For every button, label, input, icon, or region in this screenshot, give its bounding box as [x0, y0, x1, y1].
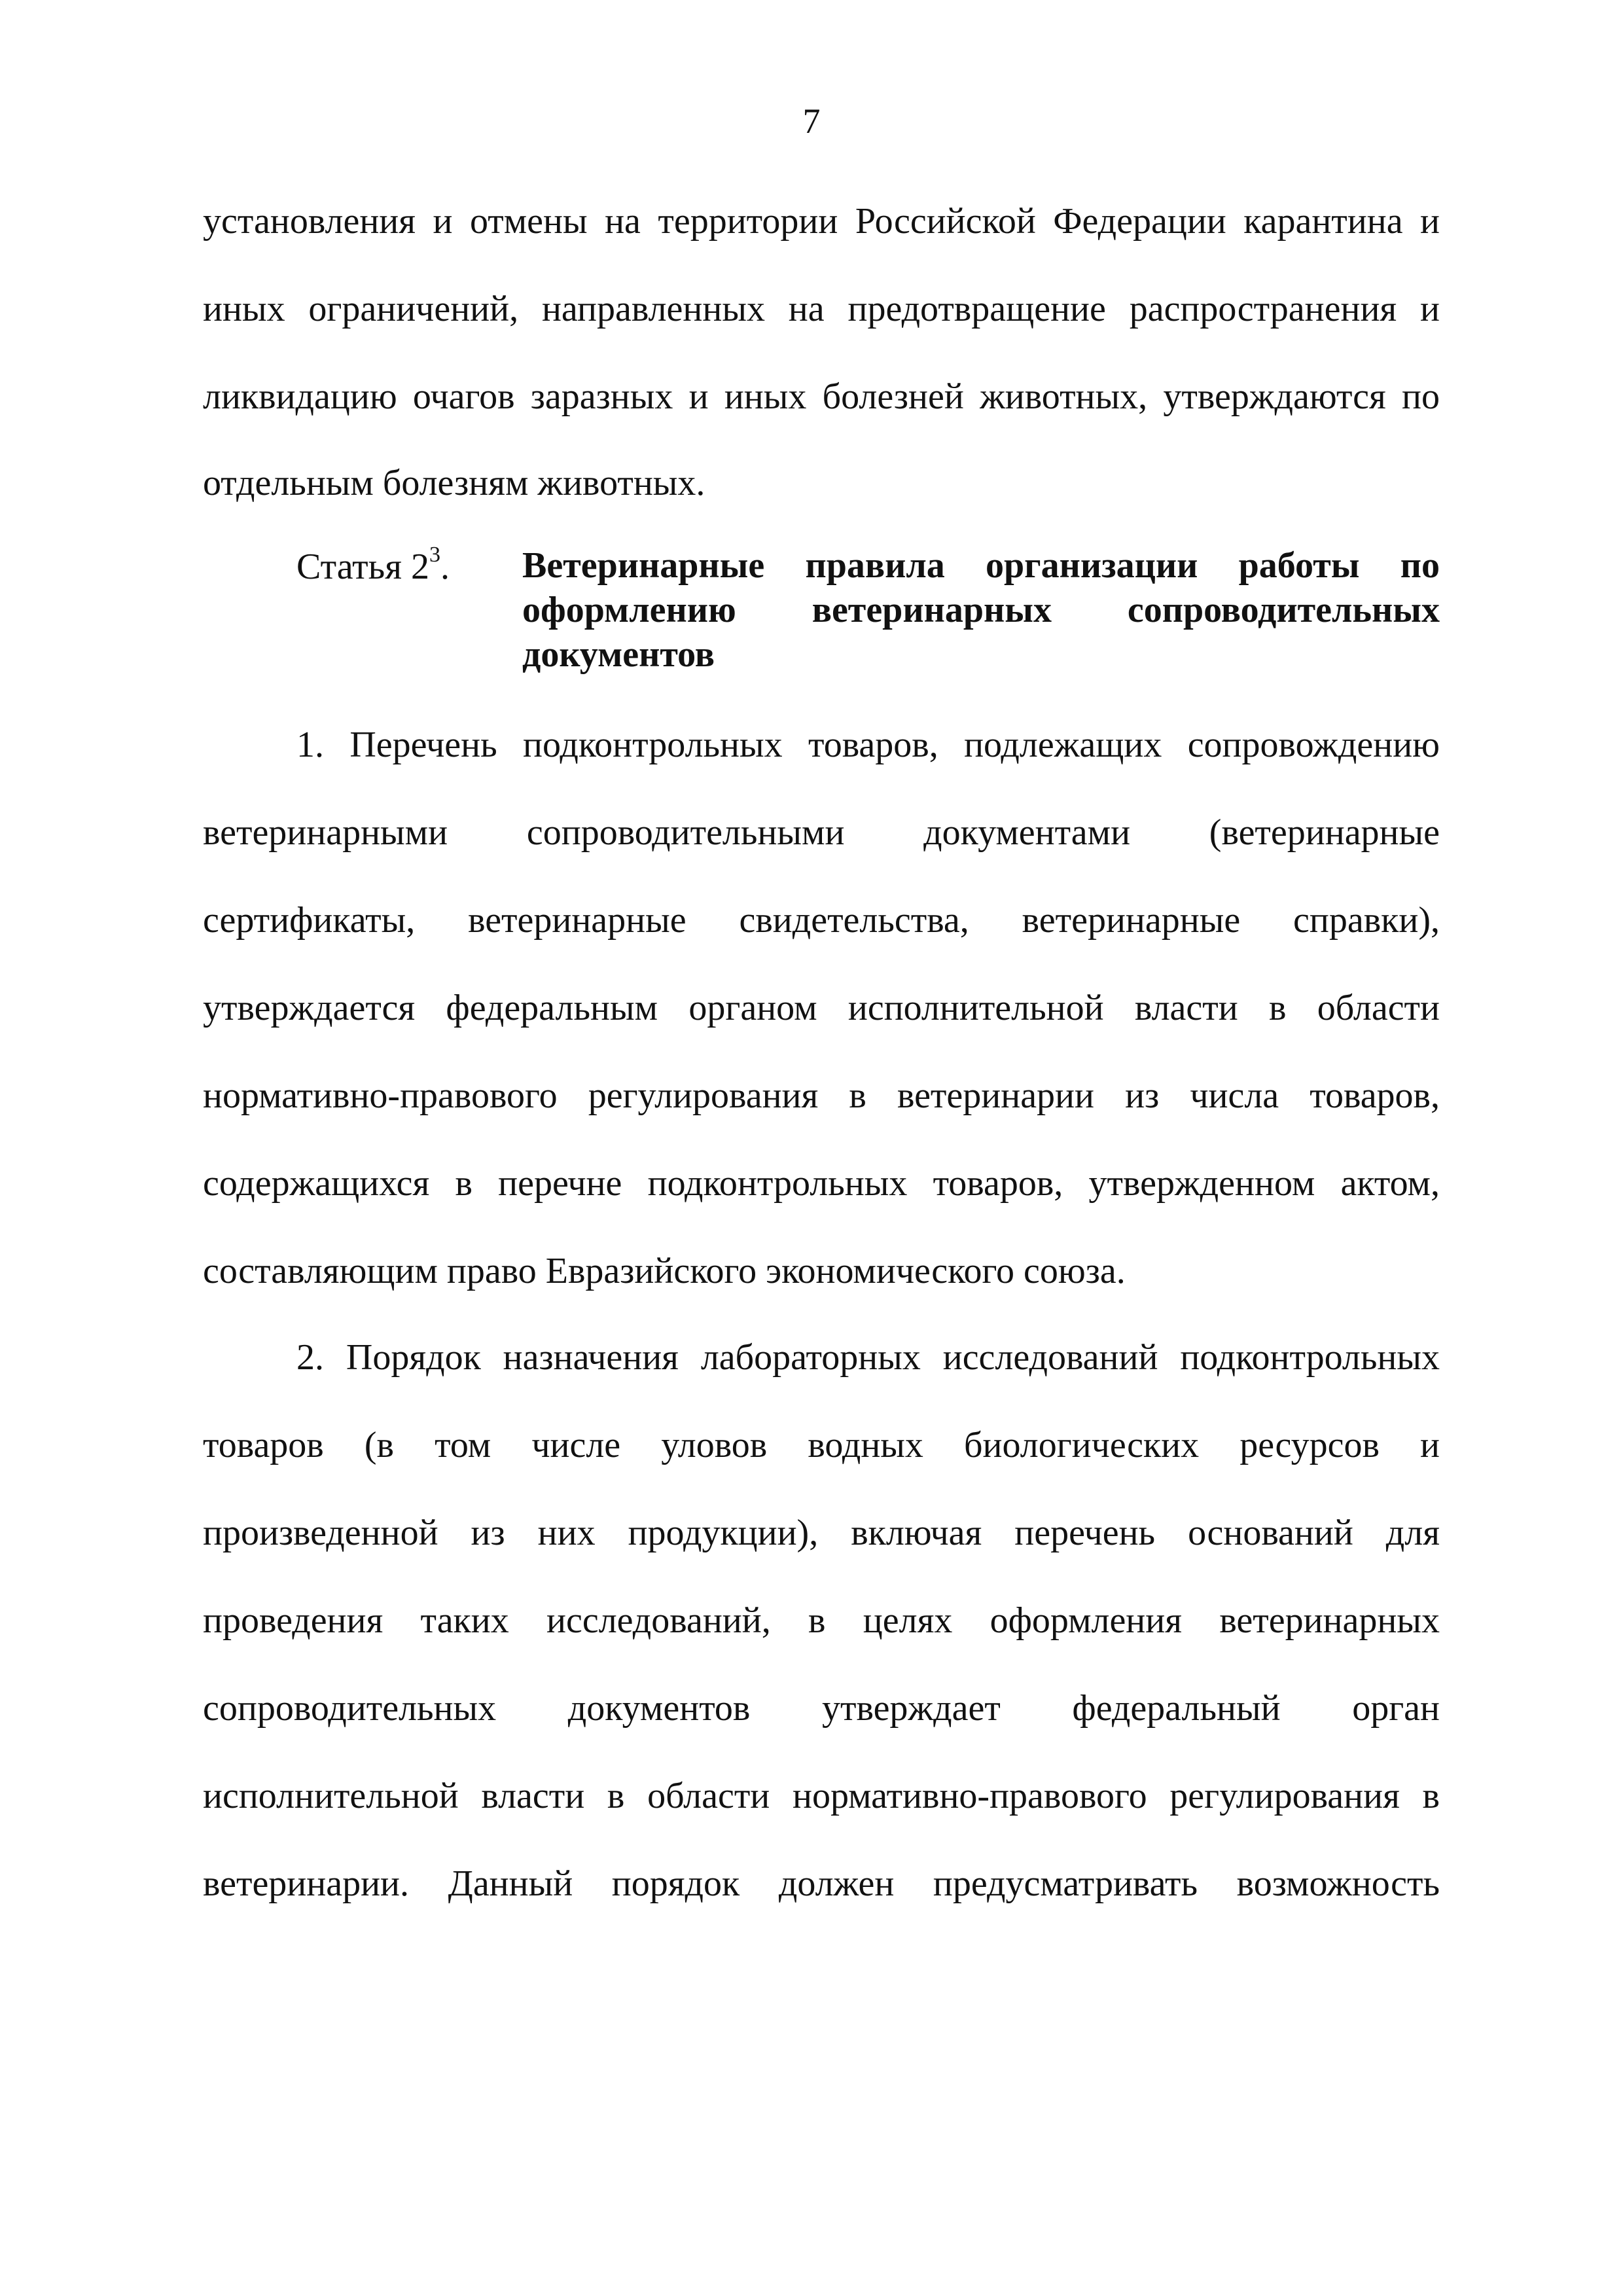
- article-title-line: документов: [522, 634, 715, 675]
- paragraph1-line: нормативно-правового регулирования в ветеринарии из числа товаров,: [203, 1075, 1440, 1116]
- paragraph1-line: содержащихся в перечне подконтрольных товаров, утвержденном актом,: [203, 1163, 1440, 1204]
- intro-line: ликвидацию очагов заразных и иных болезней животных, утверждаются по: [203, 376, 1440, 417]
- paragraph2-line: товаров (в том числе уловов водных биологических ресурсов и: [203, 1425, 1440, 1465]
- paragraph1-line: 1. Перечень подконтрольных товаров, подлежащих сопровождению: [296, 725, 1440, 765]
- paragraph2-line: ветеринарии. Данный порядок должен предусматривать возможность: [203, 1863, 1440, 1904]
- paragraph2-line: 2. Порядок назначения лабораторных исследований подконтрольных: [296, 1337, 1440, 1378]
- article-label-superscript: 3: [429, 543, 440, 567]
- paragraph1-line: сертификаты, ветеринарные свидетельства, ветеринарные справки),: [203, 900, 1440, 941]
- paragraph1-line: ветеринарными сопроводительными документами (ветеринарные: [203, 812, 1440, 853]
- article-label: [296, 542, 450, 592]
- intro-line: иных ограничений, направленных на предотвращение распространения и: [203, 289, 1440, 329]
- paragraph1-line: утверждается федеральным органом исполнительной власти в области: [203, 988, 1440, 1028]
- paragraph2-line: исполнительной власти в области нормативно-правового регулирования в: [203, 1776, 1440, 1816]
- article-title-line: оформлению ветеринарных сопроводительных: [522, 590, 1440, 630]
- page-number: 7: [802, 101, 821, 141]
- paragraph1-line: составляющим право Евразийского экономического союза.: [203, 1251, 1126, 1291]
- paragraph2-line: проведения таких исследований, в целях оформления ветеринарных: [203, 1600, 1440, 1641]
- article-title-line: Ветеринарные правила организации работы по: [522, 545, 1440, 586]
- intro-line: отдельным болезням животных.: [203, 463, 705, 503]
- paragraph2-line: сопроводительных документов утверждает федеральный орган: [203, 1688, 1440, 1729]
- article-label-suffix: .: [440, 547, 450, 587]
- intro-line: установления и отмены на территории Российской Федерации карантина и: [203, 201, 1440, 242]
- paragraph2-line: произведенной из них продукции), включая перечень оснований для: [203, 1513, 1440, 1553]
- article-label-text: Статья 2: [296, 547, 429, 587]
